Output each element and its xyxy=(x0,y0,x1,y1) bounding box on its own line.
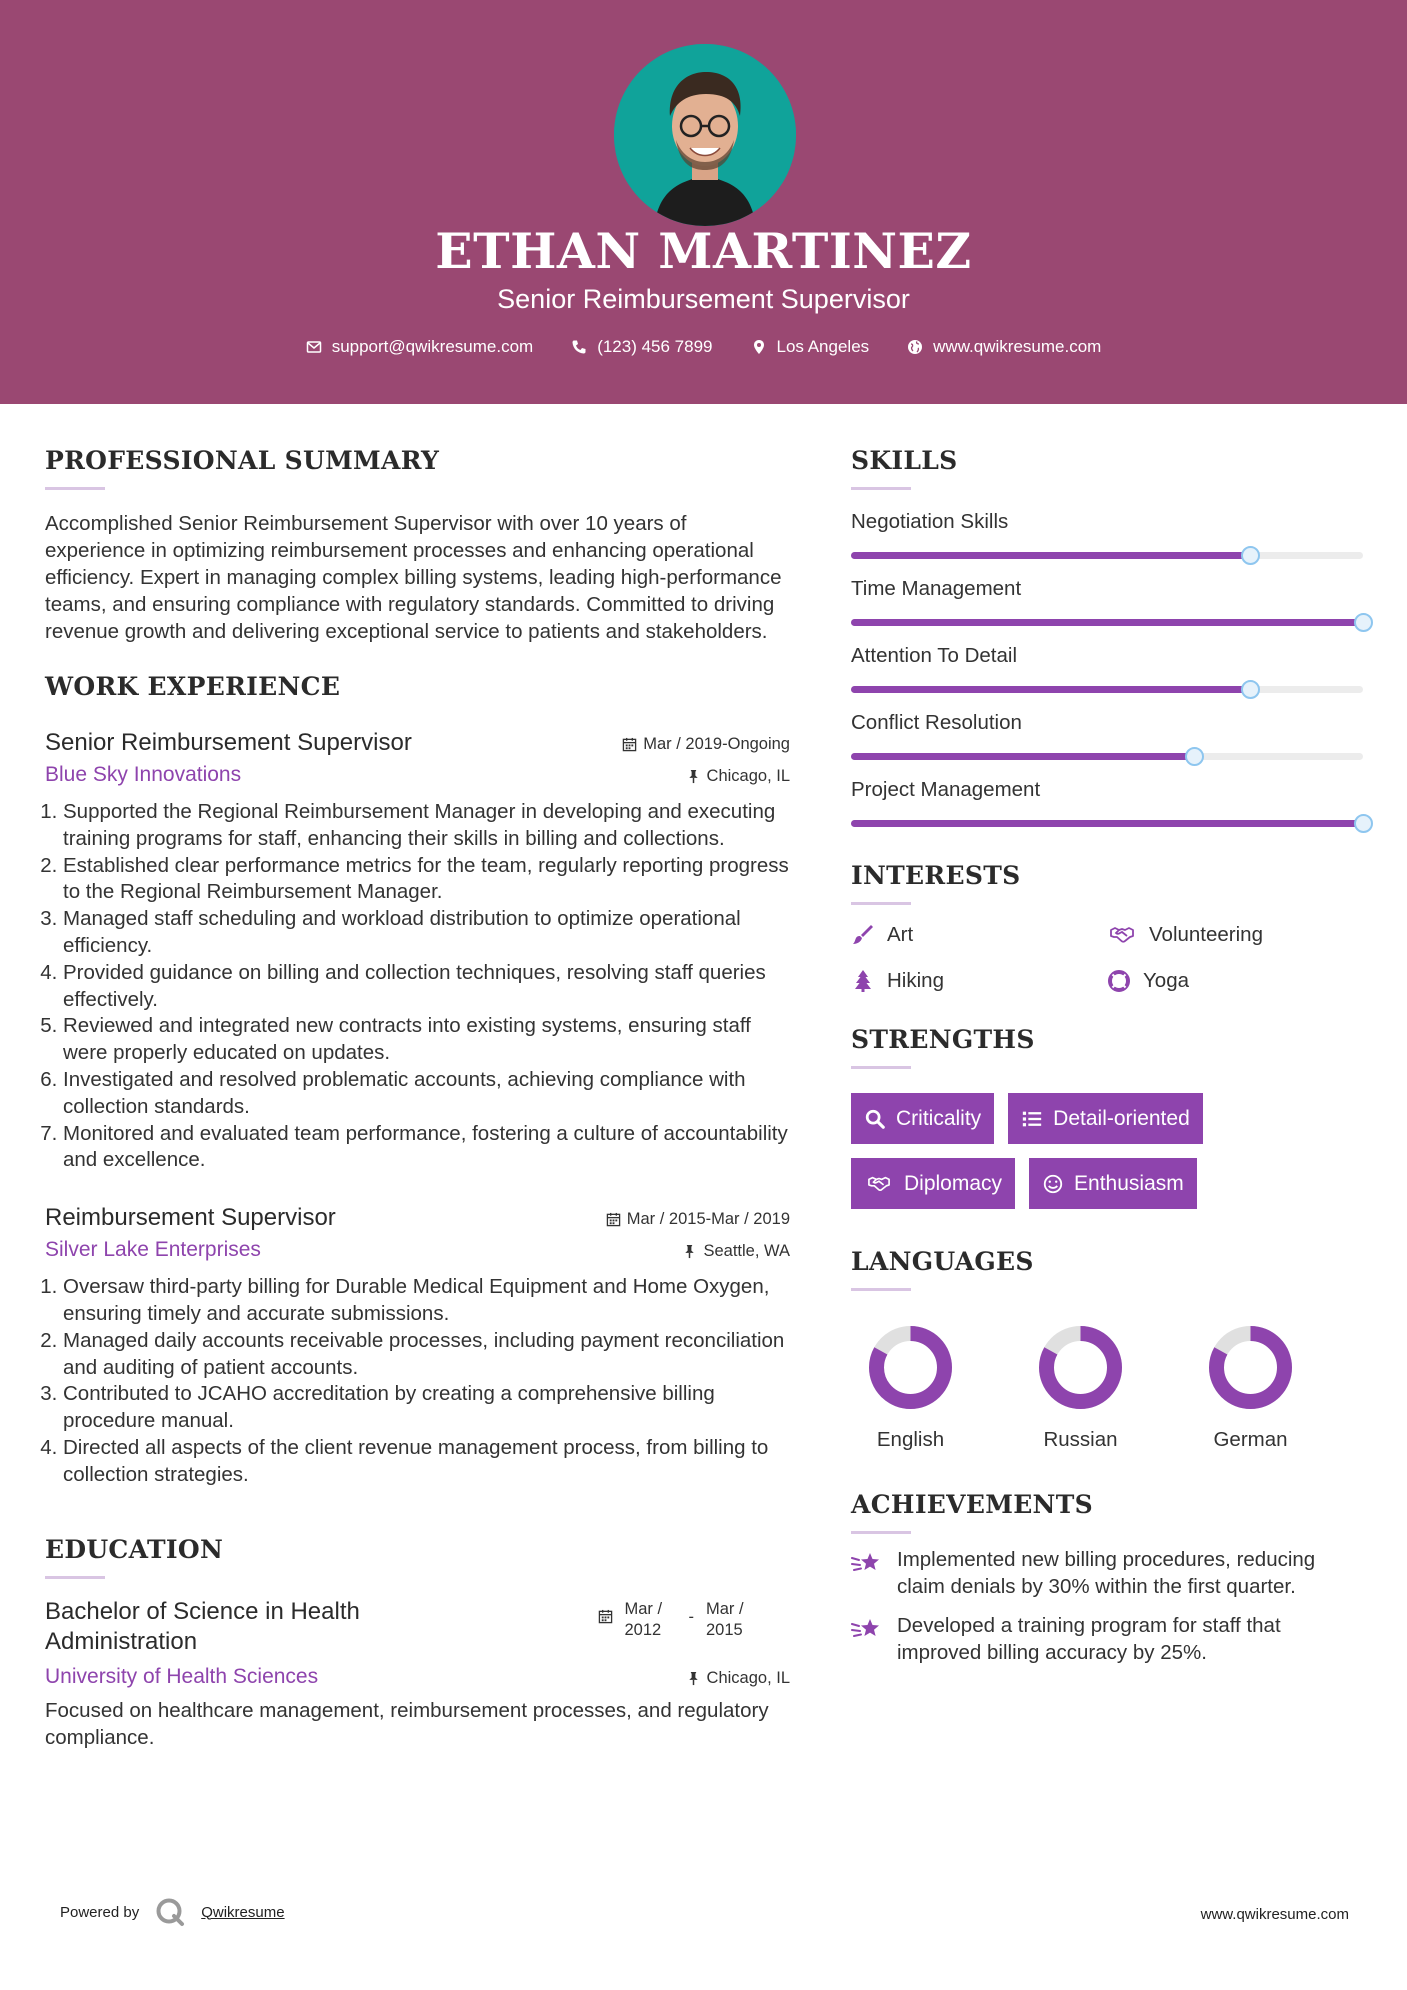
language-name: Russian xyxy=(1043,1428,1118,1451)
job-location xyxy=(686,767,790,786)
skill-bar-knob xyxy=(1241,680,1260,699)
list-item: 2. Managed daily accounts receivable processes, including payment reconciliation and auditing of patient accounts. xyxy=(63,1328,790,1382)
skill-item xyxy=(851,778,1366,827)
education-title: EDUCATION xyxy=(45,1534,224,1564)
experience-section xyxy=(45,672,790,1489)
interest-item xyxy=(1107,969,1363,993)
education-start: Mar / 2012 xyxy=(624,1599,663,1639)
candidate-name: ETHAN MARTINEZ xyxy=(435,222,972,280)
shooting-star-icon xyxy=(851,1615,883,1643)
skill-bar-fill xyxy=(851,619,1363,626)
handshake-icon xyxy=(864,1173,894,1195)
list-item: 5. Reviewed and integrated new contracts into existing systems, ensuring staff were properly educated on updates. xyxy=(63,1013,790,1067)
education-location-text: Chicago, IL xyxy=(706,1668,790,1687)
contact-email-text: support@qwikresume.com xyxy=(331,337,534,356)
candidate-role: Senior Reimbursement Supervisor xyxy=(497,284,910,314)
job-entry xyxy=(45,1204,790,1488)
summary-section xyxy=(45,446,790,645)
date-separator: - xyxy=(688,1607,694,1626)
calendar-icon xyxy=(622,737,637,752)
tree-icon xyxy=(851,969,875,993)
language-item xyxy=(1038,1325,1123,1452)
skill-item xyxy=(851,644,1366,693)
languages-title: LANGUAGES xyxy=(851,1247,1034,1276)
summary-title: PROFESSIONAL SUMMARY xyxy=(45,446,440,475)
calendar-icon xyxy=(598,1609,613,1624)
skill-name: Attention To Detail xyxy=(851,644,1018,667)
language-donut xyxy=(1208,1325,1293,1410)
skill-bar-knob xyxy=(1354,814,1373,833)
list-icon xyxy=(1021,1108,1043,1130)
skill-bar xyxy=(851,686,1363,693)
language-name: German xyxy=(1213,1428,1288,1451)
language-item xyxy=(1208,1325,1293,1452)
list-item: 7. Monitored and evaluated team performance, fostering a culture of accountability and excellence. xyxy=(63,1121,790,1175)
interest-item xyxy=(851,923,1107,947)
list-item: 3. Contributed to JCAHO accreditation by creating a comprehensive billing procedure manual. xyxy=(63,1381,790,1435)
job-location xyxy=(682,1242,790,1261)
brand-link[interactable]: Qwikresume xyxy=(201,1903,285,1921)
right-column xyxy=(851,404,1366,1666)
strengths-list xyxy=(851,1093,1281,1209)
job-dates-text: Mar / 2019-Ongoing xyxy=(643,735,790,753)
skill-bar-knob xyxy=(1241,546,1260,565)
school-name: University of Health Sciences xyxy=(45,1664,319,1688)
language-name: English xyxy=(876,1428,945,1451)
achievement-item xyxy=(851,1546,1366,1600)
list-item: 6. Investigated and resolved problematic accounts, achieving compliance with collection standards. xyxy=(63,1067,790,1121)
section-divider xyxy=(45,487,105,490)
section-divider xyxy=(851,1288,911,1291)
section-divider xyxy=(851,1531,911,1534)
skill-item xyxy=(851,510,1366,559)
smile-icon xyxy=(1042,1173,1064,1195)
contact-phone[interactable] xyxy=(571,337,712,357)
achievements-section xyxy=(851,1490,1366,1666)
achievements-title: ACHIEVEMENTS xyxy=(851,1490,1093,1519)
resume-header xyxy=(0,0,1407,404)
skill-name: Conflict Resolution xyxy=(851,711,1022,734)
job-title: Reimbursement Supervisor xyxy=(45,1204,336,1232)
footer-powered-by xyxy=(60,1897,285,1927)
skill-item xyxy=(851,711,1366,760)
list-item: 1. Oversaw third-party billing for Durable Medical Equipment and Home Oxygen, ensuring timely and accurate submissions. xyxy=(63,1274,790,1328)
strengths-title: STRENGTHS xyxy=(851,1025,1035,1054)
interests-list xyxy=(851,923,1366,993)
interest-item xyxy=(851,969,1107,993)
qwikresume-logo-icon xyxy=(155,1897,185,1927)
languages-section xyxy=(851,1247,1366,1452)
skill-bar-fill xyxy=(851,552,1250,559)
job-location-text: Seattle, WA xyxy=(703,1242,790,1261)
degree-title: Bachelor of Science in Health Administration xyxy=(45,1597,360,1655)
list-item: 3. Managed staff scheduling and workload distribution to optimize operational efficiency. xyxy=(63,906,790,960)
education-section xyxy=(45,1535,790,1751)
list-item: 4. Provided guidance on billing and collection techniques, resolving staff queries effectively. xyxy=(63,960,790,1014)
language-item xyxy=(868,1325,953,1452)
phone-icon xyxy=(571,339,587,355)
skill-bar-fill xyxy=(851,753,1194,760)
education-end: Mar / 2015 xyxy=(706,1599,744,1639)
skills-title: SKILLS xyxy=(851,446,958,475)
strength-tag xyxy=(851,1158,1015,1209)
skills-list xyxy=(851,510,1366,827)
skill-bar xyxy=(851,552,1363,559)
strength-label: Detail-oriented xyxy=(1053,1106,1190,1130)
job-location-text: Chicago, IL xyxy=(706,767,790,785)
list-item: 2. Established clear performance metrics for the team, regularly reporting progress to the Regional Reimbursement Manager. xyxy=(63,853,790,907)
strength-label: Diplomacy xyxy=(904,1171,1003,1195)
education-dates xyxy=(598,1599,755,1641)
experience-title: WORK EXPERIENCE xyxy=(45,672,341,701)
footer-url[interactable]: www.qwikresume.com xyxy=(1200,1906,1349,1923)
life-ring-icon xyxy=(1107,969,1131,993)
job-bullets xyxy=(45,799,790,1174)
interest-label: Art xyxy=(887,923,914,946)
education-description: Focused on healthcare management, reimbursement processes, and regulatory compliance. xyxy=(45,1698,769,1749)
section-divider xyxy=(45,1576,105,1579)
strengths-section xyxy=(851,1025,1366,1209)
section-divider xyxy=(851,487,911,490)
interests-title: INTERESTS xyxy=(851,861,1021,890)
list-item: 4. Directed all aspects of the client revenue management process, from billing to collection strategies. xyxy=(63,1435,790,1489)
interest-item xyxy=(1107,923,1363,947)
calendar-icon xyxy=(606,1212,621,1227)
contact-location-text: Los Angeles xyxy=(776,337,870,356)
education-location xyxy=(686,1669,790,1688)
job-bullets xyxy=(45,1274,790,1488)
job-title: Senior Reimbursement Supervisor xyxy=(45,729,412,756)
skill-name: Project Management xyxy=(851,778,1041,801)
contact-location xyxy=(751,337,870,357)
map-marker-icon xyxy=(751,339,767,355)
summary-text: Accomplished Senior Reimbursement Supervisor with over 10 years of experience in optimizing reimbursement processes and enhancing operational efficiency. Expert in managing complex billing systems, leading high-performance teams, and ensuring compliance with regulatory standards. Committed to driving revenue growth and delivering exceptional service to patients and stakeholders. xyxy=(45,512,782,643)
envelope-icon xyxy=(306,339,322,355)
skill-name: Time Management xyxy=(851,577,1022,600)
left-column xyxy=(45,404,790,1751)
skill-bar-fill xyxy=(851,820,1363,827)
pin-icon xyxy=(686,1671,701,1686)
globe-icon xyxy=(907,339,923,355)
pin-icon xyxy=(682,1244,697,1259)
skill-name: Negotiation Skills xyxy=(851,510,1009,533)
shooting-star-icon xyxy=(851,1549,883,1577)
strength-tag xyxy=(851,1093,994,1144)
strength-label: Criticality xyxy=(896,1106,982,1130)
paintbrush-icon xyxy=(851,923,875,947)
achievement-text: Developed a training program for staff that improved billing accuracy by 25%. xyxy=(897,1614,1281,1664)
job-dates xyxy=(606,1210,790,1229)
interest-label: Volunteering xyxy=(1149,923,1263,946)
strength-tag xyxy=(1008,1093,1203,1144)
strength-label: Enthusiasm xyxy=(1074,1171,1184,1195)
company-name: Silver Lake Enterprises xyxy=(45,1238,261,1262)
skill-bar-knob xyxy=(1354,613,1373,632)
section-divider xyxy=(851,902,911,905)
languages-list xyxy=(851,1325,1366,1452)
job-dates-text: Mar / 2015-Mar / 2019 xyxy=(626,1210,790,1229)
achievement-text: Implemented new billing procedures, reducing claim denials by 30% within the first quarter. xyxy=(897,1548,1316,1598)
interests-section xyxy=(851,861,1366,993)
skills-section xyxy=(851,446,1366,827)
language-donut xyxy=(1038,1325,1123,1410)
contact-email[interactable] xyxy=(306,337,534,357)
profile-photo xyxy=(614,44,796,226)
handshake-icon xyxy=(1107,923,1137,947)
interest-label: Hiking xyxy=(887,969,944,992)
powered-by-text: Powered by xyxy=(60,1903,140,1921)
list-item: 1. Supported the Regional Reimbursement Manager in developing and executing training programs for staff, enhancing their skills in billing and collections. xyxy=(63,799,790,853)
contact-website-text: www.qwikresume.com xyxy=(933,337,1102,356)
skill-bar xyxy=(851,753,1363,760)
search-icon xyxy=(864,1108,886,1130)
contact-bar xyxy=(0,337,1407,357)
achievement-item xyxy=(851,1612,1366,1666)
company-name: Blue Sky Innovations xyxy=(45,763,242,786)
job-entry xyxy=(45,729,790,1174)
contact-phone-text: (123) 456 7899 xyxy=(597,337,713,356)
pin-icon xyxy=(686,769,701,784)
strength-tag xyxy=(1029,1158,1197,1209)
job-dates xyxy=(622,735,790,754)
skill-bar xyxy=(851,619,1363,626)
skill-bar xyxy=(851,820,1363,827)
skill-bar-fill xyxy=(851,686,1250,693)
skill-bar-knob xyxy=(1185,747,1204,766)
contact-website[interactable] xyxy=(907,337,1101,357)
section-divider xyxy=(851,1066,911,1069)
interest-label: Yoga xyxy=(1143,969,1189,992)
skill-item xyxy=(851,577,1366,626)
language-donut xyxy=(868,1325,953,1410)
